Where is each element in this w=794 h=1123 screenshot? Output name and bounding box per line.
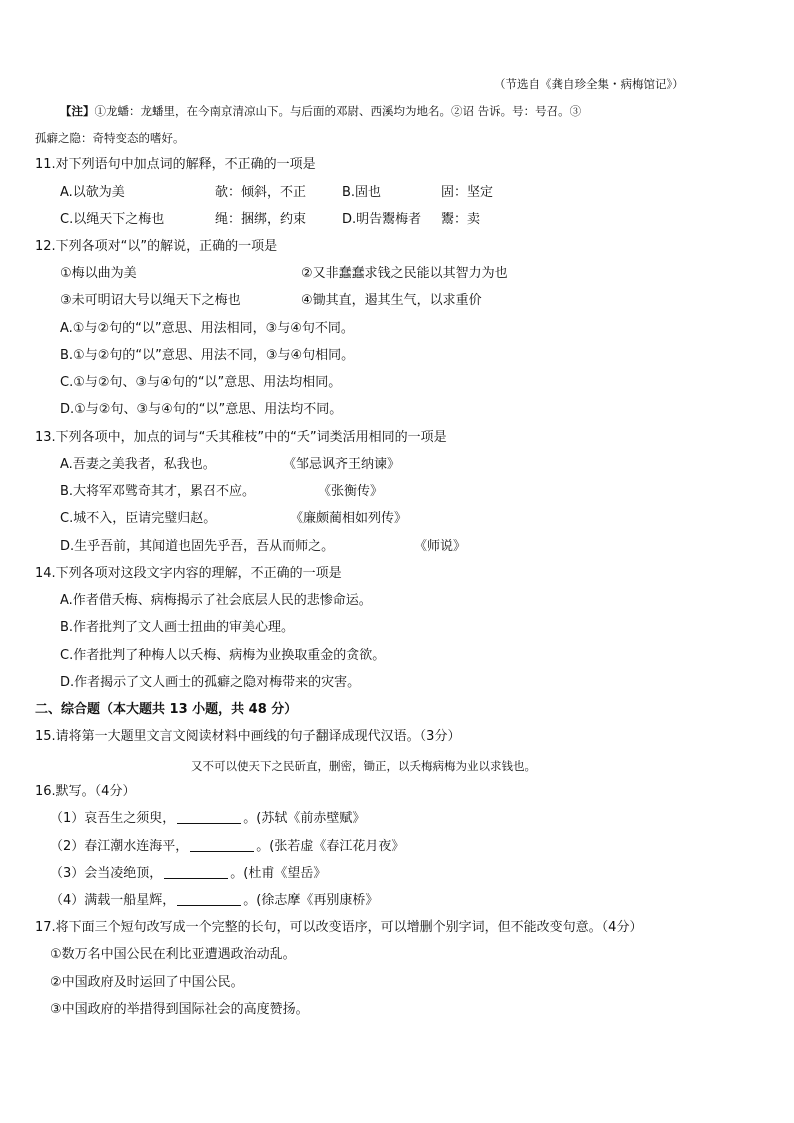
q16-item-4-prompt: （4）满载一船星辉， <box>50 893 176 908</box>
note-label: 【注】 <box>60 104 95 118</box>
q12-option-a: A.①与②句的“以”意思、用法相同，③与④句不同。 <box>60 321 354 336</box>
q14-option-a: A.作者借夭梅、病梅揭示了社会底层人民的悲惨命运。 <box>60 593 372 608</box>
q16-item-1-source: 。(苏轼《前赤壁赋》 <box>243 811 366 826</box>
q16-item-3-prompt: （3）会当凌绝顶， <box>50 866 163 881</box>
q17-sentence-2: ②中国政府及时运回了中国公民。 <box>50 975 244 990</box>
q12-sentence-3: ③未可明诏大号以绳天下之梅也 <box>60 293 241 308</box>
q16-item-1-blank[interactable] <box>177 809 241 824</box>
q12-stem: 12.下列各项对“以”的解说，正确的一项是 <box>35 239 278 254</box>
q14-option-c: C.作者批判了种梅人以夭梅、病梅为业换取重金的贪欲。 <box>60 648 386 663</box>
q16-item-4 <box>50 891 378 911</box>
note-text-1: ①龙蟠：龙蟠里，在今南京清凉山下。与后面的邓尉、西溪均为地名。②诏 告诉。号：号召。③ <box>94 104 582 118</box>
q11-option-c-gloss: 绳：捆绑，约束 <box>215 212 307 227</box>
section-2-heading: 二、综合题（本大题共 13 小题，共 48 分） <box>35 702 298 717</box>
q16-item-3 <box>50 864 326 884</box>
q11-stem: 11.对下列语句中加点词的解释，不正确的一项是 <box>35 157 316 172</box>
q11-option-b: B.固也 <box>342 185 382 200</box>
source-citation: （节选自《龚自珍全集・病梅馆记》） <box>494 77 684 91</box>
q16-item-2-prompt: （2）春江潮水连海平， <box>50 839 189 854</box>
q16-item-2 <box>50 837 404 857</box>
q11-option-a: A.以欹为美 <box>60 185 125 200</box>
q12-option-b: B.①与②句的“以”意思、用法不同，③与④句相同。 <box>60 348 355 363</box>
q16-item-4-blank[interactable] <box>177 891 241 906</box>
q13-option-c: C.城不入，臣请完璧归赵。 <box>60 511 217 526</box>
q16-item-3-source: 。(杜甫《望岳》 <box>230 866 327 881</box>
note-line-1 <box>60 101 581 121</box>
q15-sentence: 又不可以使天下之民斫直，删密，锄正，以夭梅病梅为业以求钱也。 <box>191 759 536 773</box>
q11-option-d-gloss: 鬻：卖 <box>441 212 481 227</box>
q13-option-b-source: 《张衡传》 <box>318 484 384 499</box>
q14-option-d: D.作者揭示了文人画士的孤癖之隐对梅带来的灾害。 <box>60 675 361 690</box>
q16-item-3-blank[interactable] <box>164 864 228 879</box>
q16-item-2-blank[interactable] <box>190 837 254 852</box>
q16-item-4-source: 。(徐志摩《再别康桥》 <box>243 893 379 908</box>
q16-item-2-source: 。(张若虚《春江花月夜》 <box>256 839 405 854</box>
note-line-2: 孤癖之隐：奇特变态的嗜好。 <box>35 131 185 145</box>
q13-option-c-source: 《廉颇蔺相如列传》 <box>290 511 408 526</box>
q11-option-a-gloss: 欹：倾斜，不正 <box>215 185 307 200</box>
q15-stem: 15.请将第一大题里文言文阅读材料中画线的句子翻译成现代汉语。（3分） <box>35 729 461 744</box>
q16-item-1 <box>50 809 365 829</box>
q12-sentence-4: ④锄其直，遏其生气，以求重价 <box>301 293 482 308</box>
q12-sentence-2: ②又非蠢蠢求钱之民能以其智力为也 <box>301 266 508 281</box>
q17-sentence-1: ①数万名中国公民在利比亚遭遇政治动乱。 <box>50 947 296 962</box>
q12-option-c: C.①与②句、③与④句的“以”意思、用法均相同。 <box>60 375 342 390</box>
q12-sentence-1: ①梅以曲为美 <box>60 266 137 281</box>
q16-item-1-prompt: （1）哀吾生之须臾， <box>50 811 176 826</box>
q12-option-d: D.①与②句、③与④句的“以”意思、用法均不同。 <box>60 402 343 417</box>
q14-option-b: B.作者批判了文人画士扭曲的审美心理。 <box>60 620 295 635</box>
q13-option-d: D.生乎吾前，其闻道也固先乎吾，吾从而师之。 <box>60 539 335 554</box>
q11-option-c: C.以绳天下之梅也 <box>60 212 165 227</box>
q11-option-d: D.明告鬻梅者 <box>342 212 422 227</box>
q13-option-a: A.吾妻之美我者，私我也。 <box>60 457 216 472</box>
q11-option-b-gloss: 固：坚定 <box>441 185 494 200</box>
q13-option-b: B.大将军邓骘奇其才，累召不应。 <box>60 484 256 499</box>
q17-sentence-3: ③中国政府的举措得到国际社会的高度赞扬。 <box>50 1002 309 1017</box>
q16-stem: 16.默写。（4分） <box>35 784 136 799</box>
q14-stem: 14.下列各项对这段文字内容的理解，不正确的一项是 <box>35 566 342 581</box>
q13-option-a-source: 《邹忌讽齐王纳谏》 <box>283 457 401 472</box>
q13-stem: 13.下列各项中，加点的词与“夭其稚枝”中的“夭”词类活用相同的一项是 <box>35 430 447 445</box>
q13-option-d-source: 《师说》 <box>414 539 467 554</box>
q17-stem: 17.将下面三个短句改写成一个完整的长句，可以改变语序，可以增删个别字词，但不能改变句意。（4分） <box>35 920 643 935</box>
